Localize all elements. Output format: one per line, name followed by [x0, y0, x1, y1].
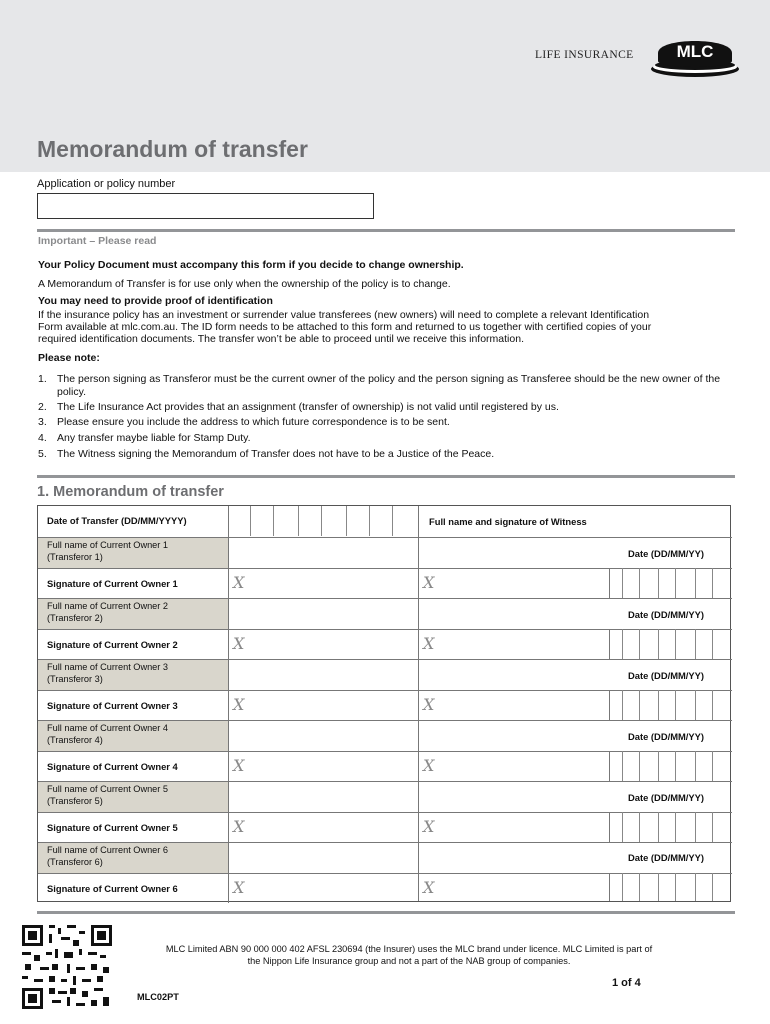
owner-signature-label: Signature of Current Owner 5 — [47, 822, 178, 833]
mlc-logo — [648, 31, 742, 84]
divider — [37, 475, 735, 478]
owner-name-input[interactable] — [229, 599, 417, 629]
footer-divider — [37, 911, 735, 914]
page-title: Memorandum of transfer — [37, 136, 308, 162]
signature-mark-witness[interactable]: X — [423, 878, 435, 897]
id-text-1: If the insurance policy has an investment or surrender value transferees (new owners) will need to complete a relevant Identification — [38, 309, 650, 321]
id-text-3: required identification documents. The transfer won’t be able to proceed until we receive this information. — [38, 333, 524, 345]
please-note-heading: Please note: — [38, 352, 100, 364]
witness-name-input[interactable] — [419, 721, 609, 751]
signature-mark-owner[interactable]: X — [233, 695, 245, 714]
signature-mark-witness[interactable]: X — [423, 573, 435, 592]
owner-name-input[interactable] — [229, 538, 417, 568]
signature-mark-witness[interactable]: X — [423, 817, 435, 836]
owner-signature-label: Signature of Current Owner 1 — [47, 578, 178, 589]
witness-name-input[interactable] — [419, 538, 609, 568]
date-of-transfer-boxes[interactable] — [228, 506, 418, 537]
owner-name-label: Full name of Current Owner 6 (Transferor 6) — [47, 845, 169, 867]
witness-name-input[interactable] — [419, 843, 609, 873]
application-number-label: Application or policy number — [37, 178, 176, 190]
transfer-table — [37, 505, 731, 902]
id-heading: You may need to provide proof of identification — [38, 295, 273, 307]
owner-name-label: Full name of Current Owner 3 (Transferor 3) — [47, 662, 169, 684]
witness-date-boxes[interactable] — [609, 812, 731, 842]
date-label: Date (DD/MM/YY) — [628, 792, 705, 803]
signature-mark-witness[interactable]: X — [423, 634, 435, 653]
witness-date-boxes[interactable] — [609, 690, 731, 720]
owner-name-input[interactable] — [229, 721, 417, 751]
policy-doc-notice: Your Policy Document must accompany this form if you decide to change ownership. — [38, 259, 464, 271]
section-title: 1. Memorandum of transfer — [37, 484, 224, 500]
date-label: Date (DD/MM/YY) — [628, 852, 705, 863]
signature-mark-owner[interactable]: X — [233, 573, 245, 592]
qr-code — [22, 925, 112, 1014]
witness-date-boxes[interactable] — [609, 568, 731, 598]
owner-name-label: Full name of Current Owner 5 (Transferor 5) — [47, 784, 169, 806]
witness-name-input[interactable] — [419, 599, 609, 629]
brand-text: LIFE INSURANCE — [535, 49, 634, 61]
signature-mark-owner[interactable]: X — [233, 756, 245, 775]
witness-label: Full name and signature of Witness — [429, 516, 587, 527]
owner-name-input[interactable] — [229, 660, 417, 690]
owner-signature-label: Signature of Current Owner 3 — [47, 700, 178, 711]
owner-signature-label: Signature of Current Owner 6 — [47, 883, 178, 894]
date-label: Date (DD/MM/YY) — [628, 609, 705, 620]
witness-date-boxes[interactable] — [609, 629, 731, 659]
logo-text: MLC — [676, 42, 714, 61]
owner-signature-label: Signature of Current Owner 2 — [47, 639, 178, 650]
signature-mark-owner[interactable]: X — [233, 634, 245, 653]
owner-name-label: Full name of Current Owner 4 (Transferor 4) — [47, 723, 169, 745]
signature-mark-witness[interactable]: X — [423, 756, 435, 775]
owner-name-label: Full name of Current Owner 1 (Transferor 1) — [47, 540, 169, 562]
date-of-transfer-label: Date of Transfer (DD/MM/YYYY) — [47, 515, 187, 526]
disclaimer: MLC Limited ABN 90 000 000 402 AFSL 230694 (the Insurer) uses the MLC brand under licence. MLC Limited is part of the Nippon Life Insurance group and not a part of the NAB group of companies. — [165, 944, 653, 966]
witness-name-input[interactable] — [419, 660, 609, 690]
owner-name-input[interactable] — [229, 782, 417, 812]
witness-name-input[interactable] — [419, 782, 609, 812]
witness-date-boxes[interactable] — [609, 873, 731, 901]
id-text-2: Form available at mlc.com.au. The ID form needs to be attached to this form and returned to us together with certified copies of your — [38, 321, 652, 333]
signature-mark-owner[interactable]: X — [233, 817, 245, 836]
owner-signature-label: Signature of Current Owner 4 — [47, 761, 178, 772]
form-code: MLC02PT — [137, 992, 179, 1002]
divider — [37, 229, 735, 232]
date-label: Date (DD/MM/YY) — [628, 731, 705, 742]
signature-mark-witness[interactable]: X — [423, 695, 435, 714]
application-number-input[interactable] — [37, 193, 374, 219]
signature-mark-owner[interactable]: X — [233, 878, 245, 897]
date-label: Date (DD/MM/YY) — [628, 670, 705, 681]
page-number: 1 of 4 — [612, 977, 641, 989]
memorandum-use-text: A Memorandum of Transfer is for use only when the ownership of the policy is to change. — [38, 278, 451, 290]
date-label: Date (DD/MM/YY) — [628, 548, 705, 559]
important-heading: Important – Please read — [38, 235, 157, 247]
owner-name-input[interactable] — [229, 843, 417, 873]
witness-date-boxes[interactable] — [609, 751, 731, 781]
owner-name-label: Full name of Current Owner 2 (Transferor 2) — [47, 601, 169, 623]
